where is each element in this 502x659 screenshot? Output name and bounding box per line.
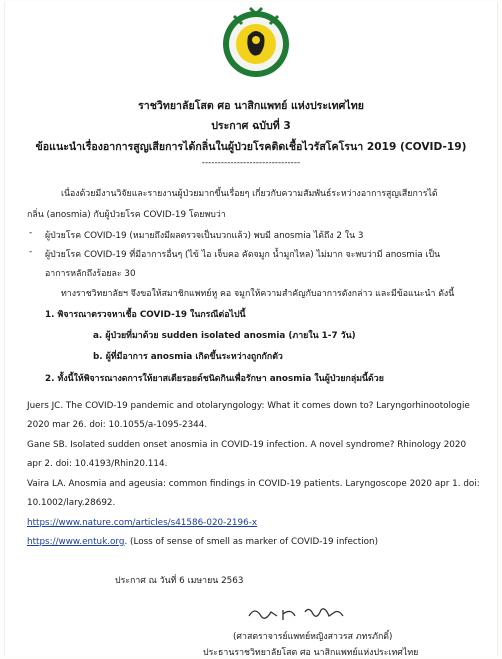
college-seal-logo [220, 6, 292, 82]
signer-title: ประธานราชวิทยาลัยโสต ศอ นาสิกแพทย์แห่งประเทศไทย [203, 648, 419, 658]
reference-3-line-2: 10.1002/lary.28692. [27, 498, 116, 508]
announcement-date: ประกาศ ณ วันที่ 6 เมษายน 2563 [115, 576, 244, 586]
reference-3-line-1: Vaira LA. Anosmia and ageusia: common findings in COVID-19 patients. Laryngoscope 2020 apr 1. doi: [27, 479, 480, 489]
divider: ------------------------------- [201, 158, 301, 168]
reference-2-line-2: apr 2. doi: 10.4193/Rhin20.114. [27, 459, 168, 469]
intro-line-1: เนื่องด้วยมีงานวิจัยและรายงานผู้ป่วยมากขึ้นเรื่อยๆ เกี่ยวกับความสัมพันธ์ระหว่างอาการสูญเสียการได้ [61, 189, 438, 199]
notice-number: ประกาศ ฉบับที่ 3 [211, 120, 291, 132]
intro-line-2: กลิ่น (anosmia) กับผู้ป่วยโรค COVID-19 โดยพบว่า [27, 210, 226, 220]
reference-1-line-2: 2020 mar 26. doi: 10.1055/a-1095-2344. [27, 420, 208, 430]
entuk-link[interactable]: https://www.entuk.org [27, 537, 125, 547]
bullet-dash: - [29, 247, 33, 257]
recommendation-1: 1. พิจารณาตรวจหาเชื้อ COVID-19 ในกรณีต่อไปนี้ [45, 310, 246, 320]
bullet-2-line-1: ผู้ป่วยโรค COVID-19 ที่มีอาการอื่นๆ (ไข้ ไอ เจ็บคอ คัดจมูก น้ำมูกไหล) ไม่มาก จะพบว่ามี anosmia เป็น [45, 250, 441, 260]
nature-article-link[interactable]: https://www.nature.com/articles/s41586-020-2196-x [27, 518, 258, 528]
document-page [4, 2, 498, 656]
entuk-reference [27, 537, 378, 547]
recommendation-2: 2. ทั้งนี้ให้พิจารณางดการให้ยาสเตียรอยด์ชนิดกินเพื่อรักษา anosmia ในผู้ป่วยกลุ่มนี้ด้วย [45, 374, 384, 384]
handwritten-signature [247, 602, 347, 626]
intro-line-3: ทางราชวิทยาลัยฯ จึงขอให้สมาชิกแพทย์หู คอ จมูกให้ความสำคัญกับอาการดังกล่าว และมีข้อแนะนำ ดังนี้ [61, 289, 455, 299]
bullet-2-line-2: อาการหลักถึงร้อยละ 30 [45, 269, 136, 279]
org-name: ราชวิทยาลัยโสต ศอ นาสิกแพทย์ แห่งประเทศไทย [138, 100, 364, 112]
signer-name: (ศาสตราจารย์แพทย์หญิงสาวรส ภทรภักดิ์) [233, 632, 393, 642]
notice-subject: ข้อแนะนำเรื่องอาการสูญเสียการได้กลิ่นในผู้ป่วยโรคติดเชื้อไวรัสโคโรนา 2019 (COVID-19) [35, 141, 467, 153]
entuk-note: . (Loss of sense of smell as marker of COVID-19 infection) [124, 537, 379, 547]
bullet-dash: - [29, 228, 33, 238]
reference-1-line-1: Juers JC. The COVID-19 pandemic and otolaryngology: What it comes down to? Laryngorhinootologie [27, 401, 470, 411]
bullet-1: ผู้ป่วยโรค COVID-19 (หมายถึงมีผลตรวจเป็นบวกแล้ว) พบมี anosmia ได้ถึง 2 ใน 3 [45, 231, 364, 241]
recommendation-1a: a. ผู้ป่วยที่มาด้วย sudden isolated anosmia (ภายใน 1-7 วัน) [93, 331, 356, 341]
recommendation-1b: b. ผู้ที่มีอาการ anosmia เกิดขึ้นระหว่างถูกกักตัว [93, 352, 283, 362]
reference-2-line-1: Gane SB. Isolated sudden onset anosmia in COVID-19 infection. A novel syndrome? Rhinology 2020 [27, 440, 467, 450]
